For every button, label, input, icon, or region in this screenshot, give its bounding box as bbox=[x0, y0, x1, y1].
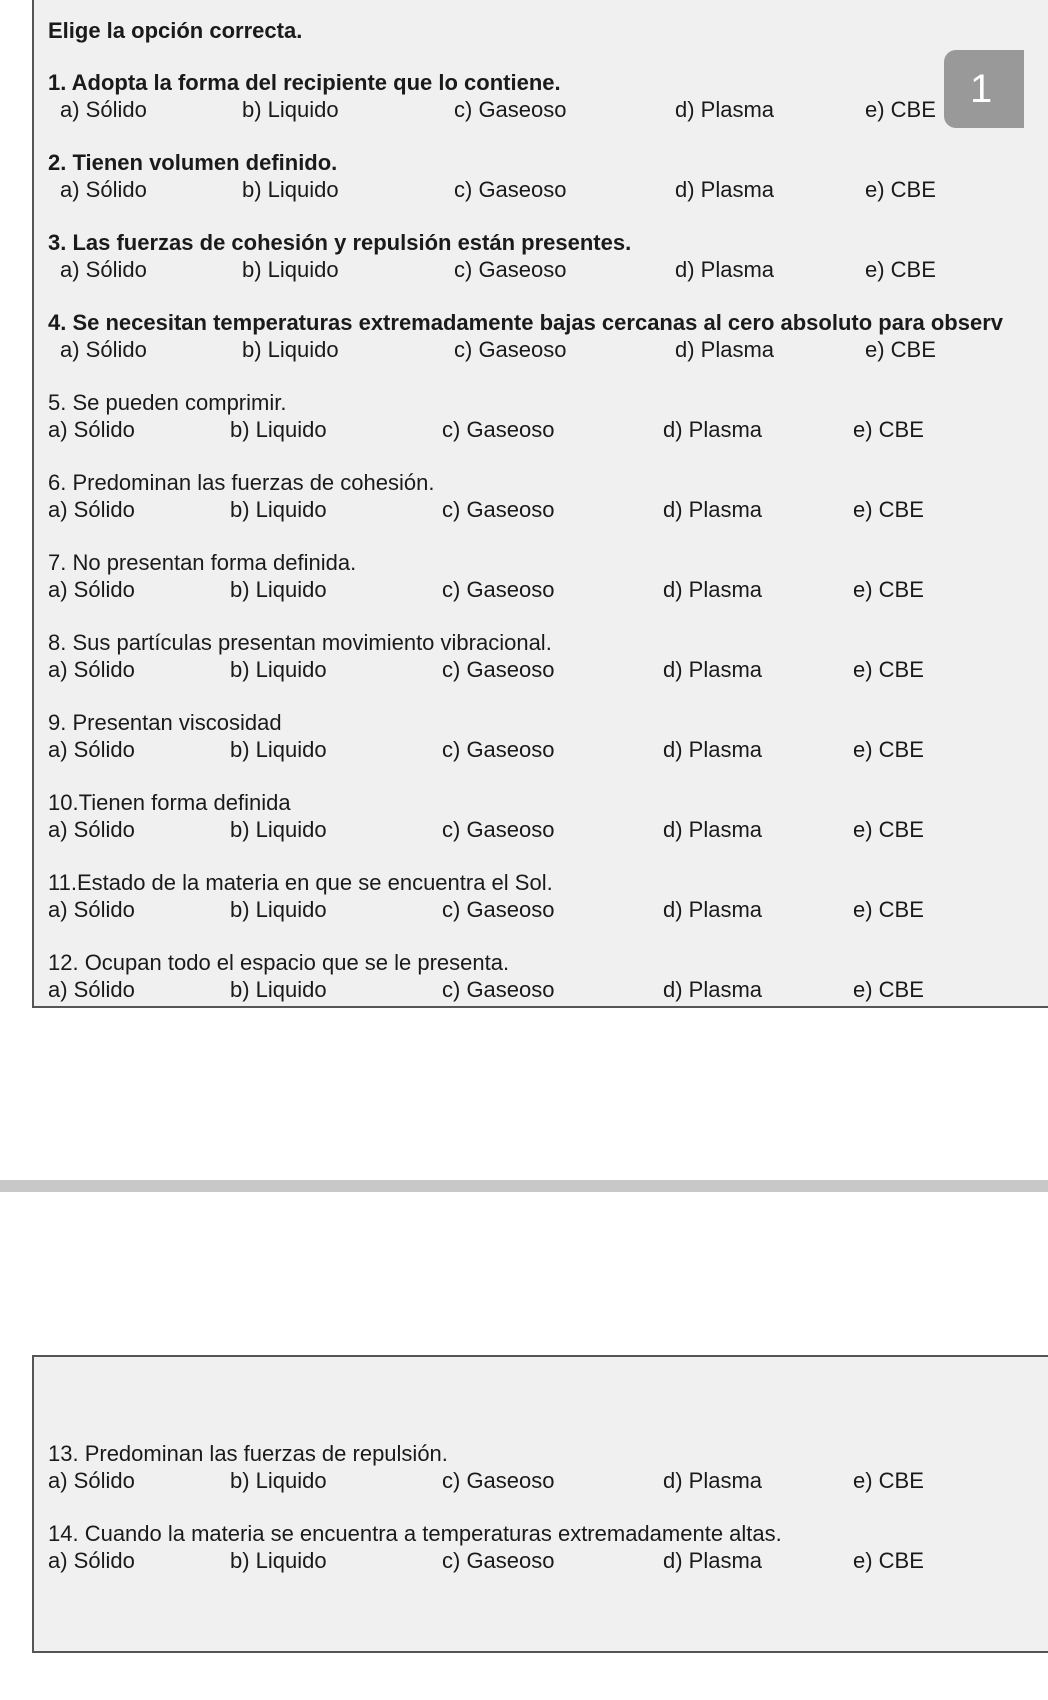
option-e[interactable]: e) CBE bbox=[853, 497, 924, 522]
option-a[interactable]: a) Sólido bbox=[48, 417, 135, 442]
option-b[interactable]: b) Liquido bbox=[230, 417, 327, 442]
option-d[interactable]: d) Plasma bbox=[663, 1548, 763, 1573]
option-c[interactable]: c) Gaseoso bbox=[454, 257, 567, 282]
question-text: 14. Cuando la materia se encuentra a temperaturas extremadamente altas. bbox=[48, 1521, 782, 1546]
option-a[interactable]: a) Sólido bbox=[60, 257, 147, 282]
option-d[interactable]: d) Plasma bbox=[663, 737, 763, 762]
option-d[interactable]: d) Plasma bbox=[663, 497, 763, 522]
question-10 bbox=[34, 790, 1048, 846]
option-b[interactable]: b) Liquido bbox=[230, 497, 327, 522]
option-e[interactable]: e) CBE bbox=[865, 97, 936, 122]
option-d[interactable]: d) Plasma bbox=[675, 337, 775, 362]
option-c[interactable]: c) Gaseoso bbox=[454, 97, 567, 122]
option-e[interactable]: e) CBE bbox=[853, 1548, 924, 1573]
option-a[interactable]: a) Sólido bbox=[48, 897, 135, 922]
option-b[interactable]: b) Liquido bbox=[230, 817, 327, 842]
page-separator bbox=[0, 1180, 1048, 1192]
question-text: 9. Presentan viscosidad bbox=[48, 710, 282, 735]
option-a[interactable]: a) Sólido bbox=[48, 977, 135, 1002]
option-d[interactable]: d) Plasma bbox=[663, 417, 763, 442]
option-b[interactable]: b) Liquido bbox=[230, 1468, 327, 1493]
option-b[interactable]: b) Liquido bbox=[230, 977, 327, 1002]
question-text: 4. Se necesitan temperaturas extremadamente bajas cercanas al cero absoluto para observ bbox=[48, 310, 1004, 335]
option-b[interactable]: b) Liquido bbox=[230, 1548, 327, 1573]
option-e[interactable]: e) CBE bbox=[853, 657, 924, 682]
question-text: 13. Predominan las fuerzas de repulsión. bbox=[48, 1441, 448, 1466]
option-a[interactable]: a) Sólido bbox=[60, 177, 147, 202]
question-13 bbox=[34, 1441, 1048, 1497]
option-b[interactable]: b) Liquido bbox=[242, 177, 339, 202]
option-e[interactable]: e) CBE bbox=[853, 577, 924, 602]
instruction-text: Elige la opción correcta. bbox=[48, 18, 303, 43]
option-c[interactable]: c) Gaseoso bbox=[442, 657, 555, 682]
question-9 bbox=[34, 710, 1048, 766]
quiz-panel-1 bbox=[32, 0, 1048, 1008]
quiz-panel-2 bbox=[32, 1355, 1048, 1653]
option-c[interactable]: c) Gaseoso bbox=[442, 817, 555, 842]
question-text: 11.Estado de la materia en que se encuentra el Sol. bbox=[48, 870, 553, 895]
option-c[interactable]: c) Gaseoso bbox=[442, 977, 555, 1002]
option-a[interactable]: a) Sólido bbox=[48, 497, 135, 522]
option-d[interactable]: d) Plasma bbox=[663, 977, 763, 1002]
option-a[interactable]: a) Sólido bbox=[48, 1468, 135, 1493]
option-b[interactable]: b) Liquido bbox=[242, 337, 339, 362]
question-5 bbox=[34, 390, 1048, 446]
question-text: 6. Predominan las fuerzas de cohesión. bbox=[48, 470, 435, 495]
question-text: 2. Tienen volumen definido. bbox=[48, 150, 338, 175]
option-c[interactable]: c) Gaseoso bbox=[442, 737, 555, 762]
question-11 bbox=[34, 870, 1048, 926]
question-text: 7. No presentan forma definida. bbox=[48, 550, 357, 575]
question-text: 10.Tienen forma definida bbox=[48, 790, 291, 815]
option-b[interactable]: b) Liquido bbox=[230, 737, 327, 762]
question-14 bbox=[34, 1521, 1048, 1577]
option-e[interactable]: e) CBE bbox=[853, 817, 924, 842]
option-d[interactable]: d) Plasma bbox=[663, 1468, 763, 1493]
question-8 bbox=[34, 630, 1048, 686]
option-e[interactable]: e) CBE bbox=[853, 897, 924, 922]
option-c[interactable]: c) Gaseoso bbox=[442, 1468, 555, 1493]
option-c[interactable]: c) Gaseoso bbox=[442, 417, 555, 442]
option-a[interactable]: a) Sólido bbox=[48, 817, 135, 842]
option-b[interactable]: b) Liquido bbox=[242, 97, 339, 122]
question-7 bbox=[34, 550, 1048, 606]
option-d[interactable]: d) Plasma bbox=[675, 97, 775, 122]
option-a[interactable]: a) Sólido bbox=[48, 577, 135, 602]
question-6 bbox=[34, 470, 1048, 526]
option-c[interactable]: c) Gaseoso bbox=[442, 577, 555, 602]
option-b[interactable]: b) Liquido bbox=[230, 577, 327, 602]
option-c[interactable]: c) Gaseoso bbox=[442, 497, 555, 522]
question-12 bbox=[34, 950, 1048, 1006]
option-b[interactable]: b) Liquido bbox=[230, 657, 327, 682]
option-e[interactable]: e) CBE bbox=[853, 737, 924, 762]
option-d[interactable]: d) Plasma bbox=[675, 177, 775, 202]
option-c[interactable]: c) Gaseoso bbox=[454, 337, 567, 362]
option-e[interactable]: e) CBE bbox=[853, 417, 924, 442]
question-text: 5. Se pueden comprimir. bbox=[48, 390, 287, 415]
option-e[interactable]: e) CBE bbox=[853, 977, 924, 1002]
option-d[interactable]: d) Plasma bbox=[663, 657, 763, 682]
option-b[interactable]: b) Liquido bbox=[230, 897, 327, 922]
option-a[interactable]: a) Sólido bbox=[48, 737, 135, 762]
question-text: 8. Sus partículas presentan movimiento vibracional. bbox=[48, 630, 552, 655]
question-1 bbox=[34, 70, 1048, 126]
question-text: 1. Adopta la forma del recipiente que lo contiene. bbox=[48, 70, 561, 95]
option-c[interactable]: c) Gaseoso bbox=[454, 177, 567, 202]
option-d[interactable]: d) Plasma bbox=[663, 817, 763, 842]
option-e[interactable]: e) CBE bbox=[853, 1468, 924, 1493]
option-e[interactable]: e) CBE bbox=[865, 257, 936, 282]
option-a[interactable]: a) Sólido bbox=[48, 1548, 135, 1573]
question-2 bbox=[34, 150, 1048, 206]
question-4 bbox=[34, 310, 1048, 366]
option-a[interactable]: a) Sólido bbox=[60, 97, 147, 122]
option-e[interactable]: e) CBE bbox=[865, 337, 936, 362]
question-text: 3. Las fuerzas de cohesión y repulsión están presentes. bbox=[48, 230, 632, 255]
option-c[interactable]: c) Gaseoso bbox=[442, 1548, 555, 1573]
option-d[interactable]: d) Plasma bbox=[675, 257, 775, 282]
option-e[interactable]: e) CBE bbox=[865, 177, 936, 202]
option-d[interactable]: d) Plasma bbox=[663, 577, 763, 602]
question-3 bbox=[34, 230, 1048, 286]
option-a[interactable]: a) Sólido bbox=[48, 657, 135, 682]
option-d[interactable]: d) Plasma bbox=[663, 897, 763, 922]
question-text: 12. Ocupan todo el espacio que se le presenta. bbox=[48, 950, 510, 975]
option-a[interactable]: a) Sólido bbox=[60, 337, 147, 362]
option-c[interactable]: c) Gaseoso bbox=[442, 897, 555, 922]
option-b[interactable]: b) Liquido bbox=[242, 257, 339, 282]
page-number-badge: 1 bbox=[944, 50, 1024, 128]
